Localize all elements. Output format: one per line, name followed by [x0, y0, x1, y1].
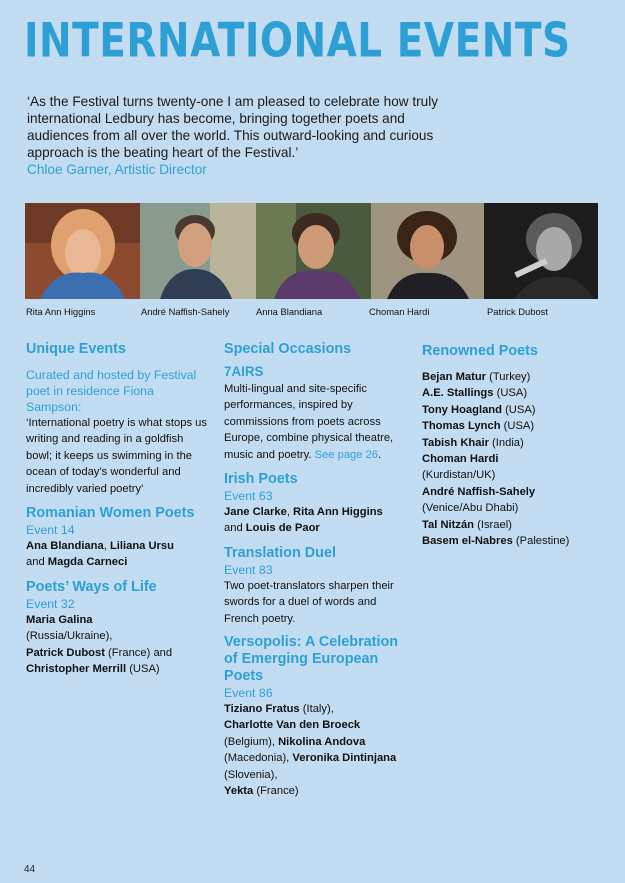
poet-name: Ana Blandiana [26, 540, 104, 553]
poet-name: Bejan Matur [422, 371, 487, 383]
duel-event-number: Event 83 [224, 562, 273, 577]
poet-country: (France) and [104, 646, 173, 659]
poet-country: (Kurdistan/UK) [422, 469, 496, 482]
caption-andre-naffish-sahely: André Naffish-Sahely [141, 306, 230, 317]
poet-country: (USA) [126, 663, 160, 676]
poet-country: (Venice/Abu Dhabi) [422, 502, 519, 515]
poet-name: Liliana Ursu [109, 540, 174, 553]
photo-andre-naffish-sahely [140, 203, 256, 299]
ways-poets [26, 612, 212, 678]
poet-name: Louis de Paor [245, 522, 320, 535]
poet-country: (Russia/Ukraine), [26, 630, 113, 643]
heading-special-occasions: Special Occasions [224, 341, 352, 357]
poet-country: (France) [253, 785, 299, 798]
versopolis-event-number: Event 86 [224, 686, 273, 701]
unique-quote: ‘International poetry is what stops us writing and reading in a goldfish bowl; it keeps us swimming in the ocean of today’s wonderful and incredibly varied poetry’ [26, 417, 207, 495]
poet-name: Choman Hardi [422, 453, 499, 466]
unique-intro: Curated and hosted by Festival poet in residence Fiona Sampson: [26, 368, 197, 414]
photo-captions [0, 306, 625, 320]
column-middle [224, 340, 402, 800]
poet-name: Tony Hoagland [422, 403, 502, 416]
list-item [422, 517, 612, 533]
poet-country: (Israel) [474, 518, 512, 531]
heading-poets-ways-of-life: Poets’ Ways of Life [26, 578, 157, 595]
poet-name: Veronika Dintinjana [292, 752, 397, 765]
list-item [422, 385, 612, 401]
poet-photo-strip [25, 203, 598, 299]
poet-name: Charlotte Van den Broeck [224, 719, 361, 732]
list-item [422, 484, 612, 517]
heading-translation-duel: Translation Duel [224, 544, 336, 561]
heading-renowned-poets: Renowned Poets [422, 343, 538, 359]
poet-country: (Macedonia), [224, 752, 293, 765]
photo-rita-ann-higgins [25, 203, 140, 299]
caption-anna-blandiana: Anna Blandiana [256, 306, 323, 317]
poet-name: Tiziano Fratus [224, 703, 300, 716]
special-description [224, 381, 402, 463]
see-page-link[interactable]: See page 26 [314, 448, 379, 461]
photo-anna-blandiana [256, 203, 371, 299]
list-item [422, 369, 612, 385]
description-text: Multi-lingual and site-specific performances, inspired by commissions from poets across Europe, combine physical theatre, music and poetry. [224, 383, 394, 461]
poet-name: Yekta [224, 785, 254, 798]
poet-name: André Naffish-Sahely [422, 485, 536, 498]
intro-quote [27, 93, 467, 178]
caption-patrick-dubost: Patrick Dubost [487, 306, 548, 317]
poet-country: (Palestine) [512, 535, 570, 548]
punctuation: . [378, 448, 382, 461]
duel-description: Two poet-translators sharpen their swords for a duel of words and French poetry. [224, 579, 394, 625]
poet-name: Maria Galina [26, 613, 93, 626]
list-item [422, 402, 612, 418]
poet-country: (Turkey) [486, 371, 531, 383]
renowned-poets-list [422, 369, 612, 549]
heading-romanian-women-poets: Romanian Women Poets [26, 505, 195, 522]
poet-name: Patrick Dubost [26, 646, 105, 659]
poet-country: (Belgium), [224, 735, 279, 748]
poet-name: Jane Clarke [224, 506, 287, 519]
photo-patrick-dubost [484, 203, 598, 299]
list-item [422, 533, 612, 549]
heading-versopolis: Versopolis: A Celebration of Emerging European Poets [224, 634, 399, 685]
poet-name: Tal Nitzán [422, 518, 475, 531]
poet-name: Rita Ann Higgins [293, 506, 383, 519]
poet-country: (USA) [500, 420, 535, 433]
poet-name: Magda Carneci [47, 556, 128, 569]
quote-text: ‘As the Festival turns twenty-one I am pleased to celebrate how truly international Ledbury has become, bringing together poets and audiences from all over the world. This outward-looking and curious approach is the beating heart of the Festival.’ [27, 94, 439, 160]
romanian-poets [26, 538, 212, 571]
irish-event-number: Event 63 [224, 489, 273, 504]
poet-name: Christopher Merrill [26, 663, 127, 676]
versopolis-poets [224, 701, 402, 799]
column-right [422, 342, 612, 549]
poet-name: Thomas Lynch [422, 420, 501, 433]
caption-rita-ann-higgins: Rita Ann Higgins [26, 306, 96, 317]
poet-country: (USA) [501, 403, 536, 416]
page-title: INTERNATIONAL EVENTS [24, 14, 571, 69]
photo-choman-hardi [371, 203, 484, 299]
separator: , [286, 506, 294, 519]
poet-name: Tabish Khair [422, 436, 489, 449]
caption-choman-hardi: Choman Hardi [369, 306, 430, 317]
column-left [26, 340, 212, 677]
irish-poets [224, 504, 402, 537]
quote-attribution: Chloe Garner, Artistic Director [27, 162, 207, 177]
page-number: 44 [24, 864, 36, 875]
poet-name: Basem el-Nabres [422, 535, 513, 548]
ways-event-number: Event 32 [26, 596, 75, 611]
poet-country: (Slovenia), [224, 768, 278, 781]
separator: and [26, 556, 48, 569]
heading-7airs: 7AIRS [224, 364, 264, 379]
poet-country: (India) [488, 436, 524, 449]
separator: , [103, 540, 110, 553]
list-item [422, 418, 612, 434]
poet-name: Nikolina Andova [278, 735, 366, 748]
heading-unique-events: Unique Events [26, 341, 126, 357]
poet-country: (USA) [493, 387, 528, 400]
poet-name: A.E. Stallings [422, 387, 494, 400]
separator: and [224, 522, 246, 535]
poet-country: (Italy), [299, 703, 334, 716]
list-item [422, 451, 612, 484]
heading-irish-poets: Irish Poets [224, 471, 298, 488]
list-item [422, 435, 612, 451]
romanian-event-number: Event 14 [26, 523, 75, 538]
